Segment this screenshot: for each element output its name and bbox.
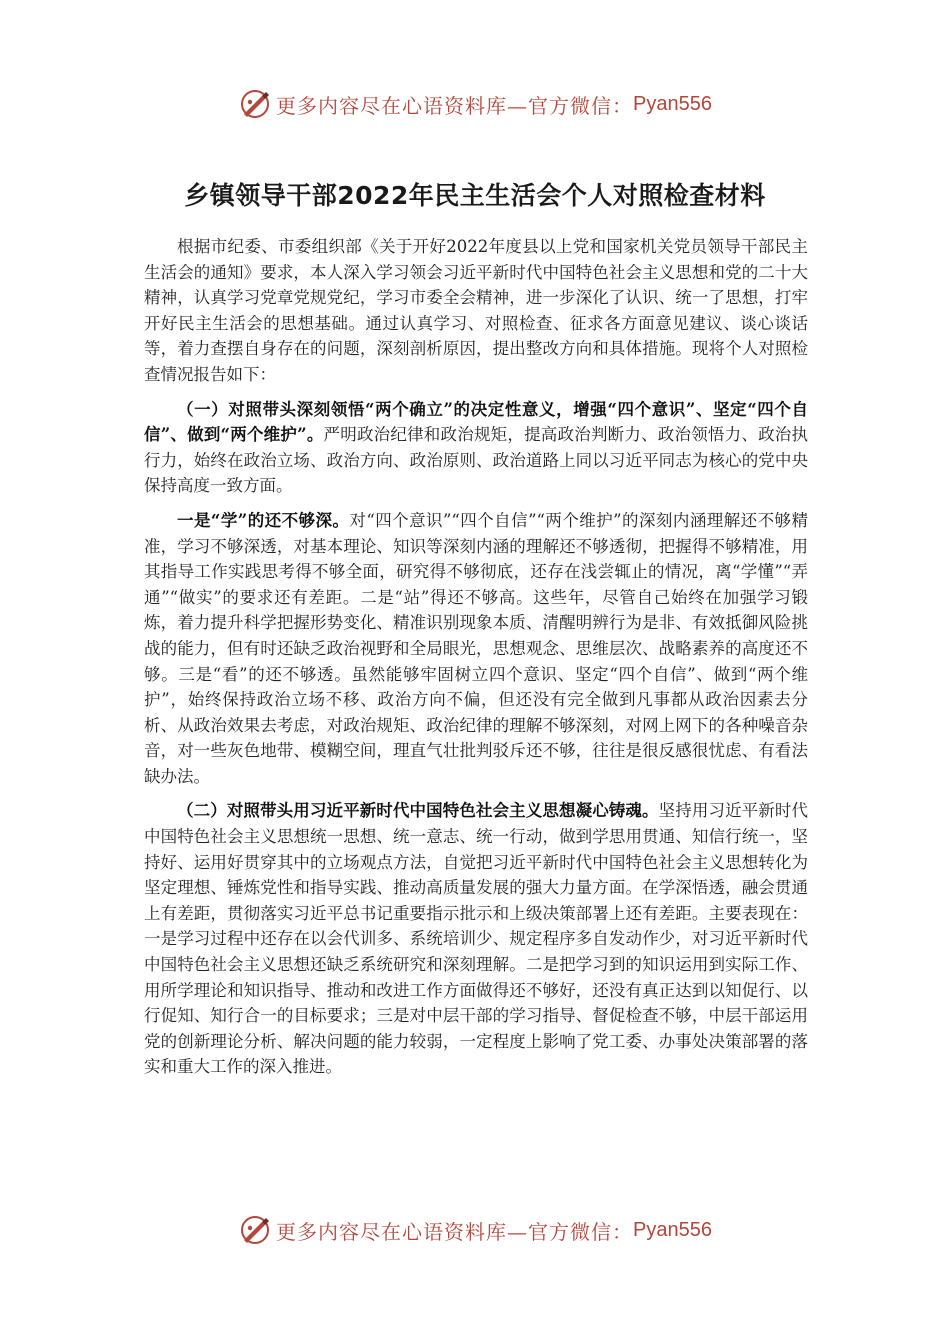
pen-logo-icon xyxy=(238,1213,272,1247)
paragraph-text: 根据市纪委、市委组织部《关于开好2022年度县以上党和国家机关党员领导干部民主生活会的通知》要求，本人深入学习领会习近平新时代中国特色社会主义思想和党的二十大精神，认真学习党章党规党纪，学习市委全会精神，进一步深化了认识、统一了思想，打牢开好民主生活会的思想基础。通过认真学习、对照检查、征求各方面意见建议、谈心谈话等，着力查摆自身存在的问题，深刻剖析原因，提出整改方向和具体措施。现将个人对照检查情况报告如下： xyxy=(144,237,808,384)
paragraph-text: 坚持用习近平新时代中国特色社会主义思想统一思想、统一意志、统一行动，做到学思用贯通、知信行统一，坚持好、运用好贯穿其中的立场观点方法，自觉把习近平新时代中国特色社会主义思想转化为坚定理想、锤炼党性和指导实践、推动高质量发展的强大力量方面。在学深悟透，融会贯通上有差距，贯彻落实习近平总书记重要指示批示和上级决策部署上还有差距。主要表现在：一是学习过程中还存在以会代训多、系统培训少、规定程序多自发动作少，对习近平新时代中国特色社会主义思想还缺乏系统研究和深刻理解。二是把学习到的知识运用到实际工作、用所学理论和知识指导、推动和改进工作方面做得还不够好，还没有真正达到以知促行、以行促知、知行合一的目标要求；三是对中层干部的学习指导、督促检查不够，中层干部运用党的创新理论分析、解决问题的能力较弱，一定程度上影响了党工委、办事处决策部署的落实和重大工作的深入推进。 xyxy=(144,801,809,1077)
paragraph-section-1 xyxy=(144,397,808,499)
header-watermark-banner xyxy=(0,84,950,124)
paragraph-lead: （一）对照带头深刻领悟“两个确立”的决定性意义，增强“四个意识”、坚定“四个自信”、做到“两个维护”。 xyxy=(144,399,808,445)
paragraph-point-1 xyxy=(144,508,808,790)
paragraph-text: 严明政治纪律和政治规矩，提高政治判断力、政治领悟力、政治执行力，始终在政治立场、政治方向、政治原则、政治道路上同以习近平同志为核心的党中央保持高度一致方面。 xyxy=(144,425,808,496)
paragraph-intro xyxy=(144,234,808,388)
pen-logo-icon xyxy=(238,87,272,121)
paragraph-lead: （二）对照带头用习近平新时代中国特色社会主义思想凝心铸魂。 xyxy=(177,801,659,821)
wechat-id: Pyan556 xyxy=(633,92,712,115)
watermark-text: 更多内容尽在心语资料库—官方微信： xyxy=(276,1219,634,1244)
document-title: 乡镇领导干部2022年民主生活会个人对照检查材料 xyxy=(184,181,766,210)
watermark-text: 更多内容尽在心语资料库—官方微信： xyxy=(276,93,634,118)
paragraph-text: 对“四个意识”“四个自信”“两个维护”的深刻内涵理解还不够精准，学习不够深透，对基本理论、知识等深刻内涵的理解还不够透彻，把握得不够精准，用其指导工作实践思考得不够全面，研究得不够彻底，还存在浅尝辄止的情况，离“学懂”“弄通”“做实”的要求还有差距。二是“站”得还不够高。这些年，尽管自己始终在加强学习锻炼，着力提升科学把握形势变化、精准识别现象本质、清醒明辨行为是非、有效抵御风险挑战的能力，但有时还缺乏政治视野和全局眼光，思想观念、思维层次、战略素养的高度还不够。三是“看”的还不够透。虽然能够牢固树立四个意识、坚定“四个自信”、做到“两个维护”，始终保持政治立场不移、政治方向不偏，但还没有完全做到凡事都从政治因素去分析、从政治效果去考虑，对政治规矩、政治纪律的理解不够深刻，对网上网下的各种噪音杂音，对一些灰色地带、模糊空间，理直气壮批判驳斥还不够，往往是很反感很忧虑、有看法缺办法。 xyxy=(144,510,808,786)
paragraph-section-2 xyxy=(144,798,808,1080)
document-body xyxy=(144,234,808,1089)
footer-watermark-banner xyxy=(0,1210,950,1250)
paragraph-lead: 一是“学”的还不够深。 xyxy=(177,510,350,530)
wechat-id: Pyan556 xyxy=(633,1218,712,1241)
